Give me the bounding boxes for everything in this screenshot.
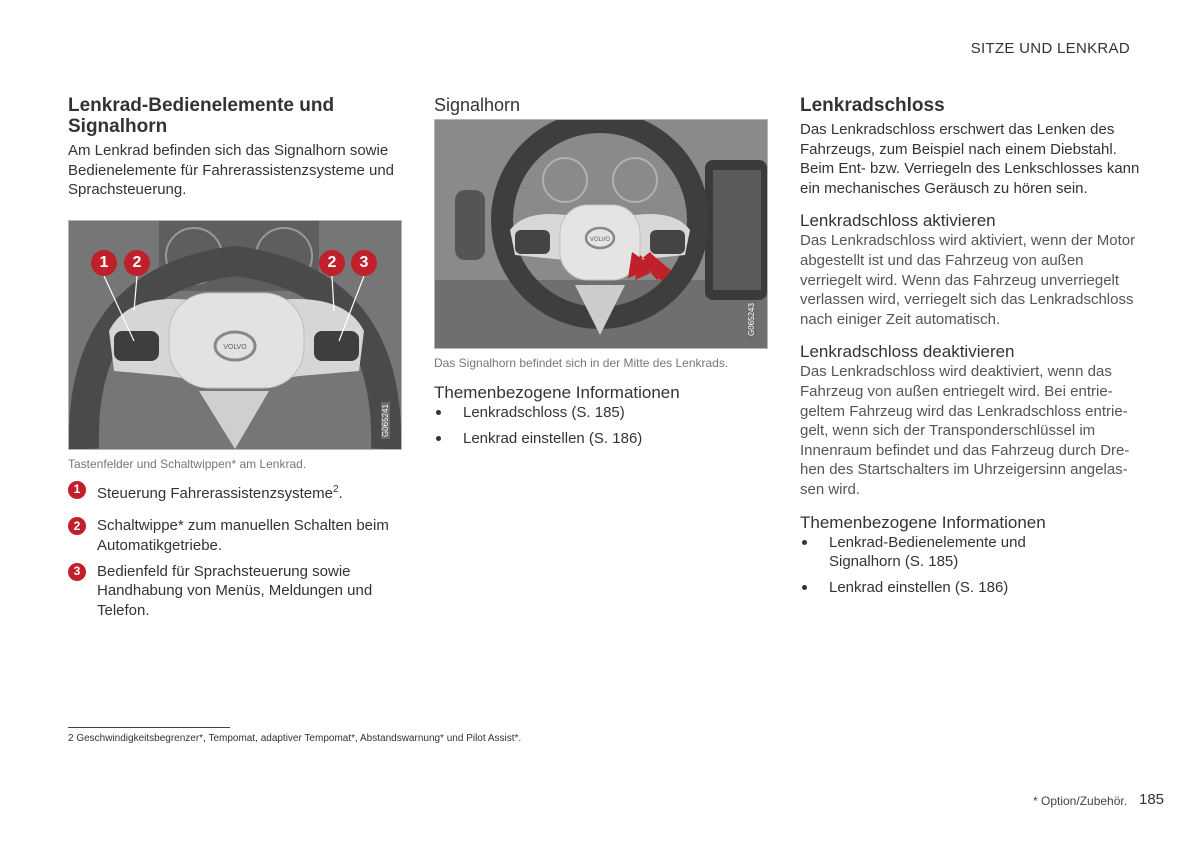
svg-text:VOLVO: VOLVO <box>223 342 247 351</box>
column-steering-controls <box>68 95 403 620</box>
related-title-horn: Themenbezogene Informationen <box>434 383 680 402</box>
callout-badge-3-right: 3 <box>351 250 377 276</box>
intro-text-controls: Am Lenkrad befinden sich das Signalhorn sowie Bedienelemente für Fahrerassistenzsysteme und Sprachsteuerung. <box>68 142 395 199</box>
horn-figure <box>434 119 768 349</box>
callout-badge-2-left: 2 <box>124 250 150 276</box>
legend-item-1: 1 Steuerung Fahrerassistenzsysteme$^2$. <box>68 480 403 504</box>
figure-code: G065241 <box>381 403 390 437</box>
section-header: SITZE UND LENKRAD <box>970 40 1130 57</box>
page-number: 185 <box>1139 791 1165 808</box>
svg-text:VOLVO: VOLVO <box>589 236 611 243</box>
footnote-2: 2 Geschwindigkeitsbegrenzer*, Tempomat, adaptiver Tempomat*, Abstandswarnung* und Pilot Assist*. <box>68 733 522 744</box>
column-horn <box>434 95 769 448</box>
figure-caption-horn: Das Signalhorn befindet sich in der Mitte des Lenkrads. <box>434 356 729 370</box>
deactivate-text: Das Lenkradschloss wird deaktiviert, wenn das Fahrzeug von außen entriegelt wird. Bei entrie-geltem Fahrzeug wird das Lenkradschloss entrie-gelt, wenn sich der Transponderschlüssel im Innenraum befindet und das Fahrzeug durch Dre-hen des Startschalters im Uhrzeigersinn angelas-sen wird. <box>800 363 1130 498</box>
related-list-horn <box>434 403 769 448</box>
section-title-lock: Lenkradschloss <box>800 95 945 116</box>
column-steering-lock <box>800 95 1145 597</box>
legend-badge-3: 3 <box>68 563 86 581</box>
option-note: * Option/Zubehör. <box>1033 794 1128 808</box>
section-title-controls: Lenkrad-Bedienelemente und Signalhorn <box>68 95 335 137</box>
footnote-divider <box>68 727 230 728</box>
subsection-title-activate: Lenkradschloss aktivieren <box>800 211 996 231</box>
controls-legend-list <box>68 480 403 621</box>
intro-text-lock: Das Lenkradschloss erschwert das Lenken des Fahrzeugs, zum Beispiel nach einem Diebstahl. Beim Ent- bzw. Verriegeln des Lenkschlosses kann ein mechanisches Geräusch zu hören sein. <box>800 121 1140 197</box>
subsection-title-deactivate: Lenkradschloss deaktivieren <box>800 342 1015 362</box>
activate-text: Das Lenkradschloss wird aktiviert, wenn der Motor abgestellt ist und das Fahrzeug von außen verriegelt wird. Wenn das Fahrzeug unverriegelt verlassen wird, verriegelt sich das Lenkradschloss nach einiger Zeit automatisch. <box>800 232 1136 328</box>
related-link-lenkrad-einstellen-2[interactable]: Lenkrad einstellen (S. 186) <box>800 578 1145 598</box>
callout-badge-1-left: 1 <box>91 250 117 276</box>
callout-badge-2-right: 2 <box>319 250 345 276</box>
section-title-horn: Signalhorn <box>434 95 521 115</box>
horn-illustration <box>435 120 767 348</box>
related-list-lock <box>800 533 1145 598</box>
legend-item-3: 3 Bedienfeld für Sprachsteuerung sowie Handhabung von Menüs, Meldungen und Telefon. <box>68 562 403 621</box>
figure-caption-controls: Tastenfelder und Schaltwippen* am Lenkrad. <box>68 456 307 471</box>
steering-wheel-illustration <box>69 221 401 449</box>
legend-item-2: 2 Schaltwippe* zum manuellen Schalten beim Automatikgetriebe. <box>68 516 403 555</box>
related-link-lenkrad-einstellen[interactable]: Lenkrad einstellen (S. 186) <box>434 429 769 449</box>
related-title-lock: Themenbezogene Informationen <box>800 512 1046 532</box>
related-link-lenkradschloss[interactable]: Lenkradschloss (S. 185) <box>434 403 769 423</box>
legend-badge-1: 1 <box>68 481 86 499</box>
steering-wheel-controls-figure <box>68 220 402 450</box>
related-link-controls-horn[interactable]: Lenkrad-Bedienelemente und Signalhorn (S. 185) <box>800 533 1145 572</box>
figure-code-horn: G065243 <box>747 303 756 336</box>
legend-badge-2: 2 <box>68 517 86 535</box>
